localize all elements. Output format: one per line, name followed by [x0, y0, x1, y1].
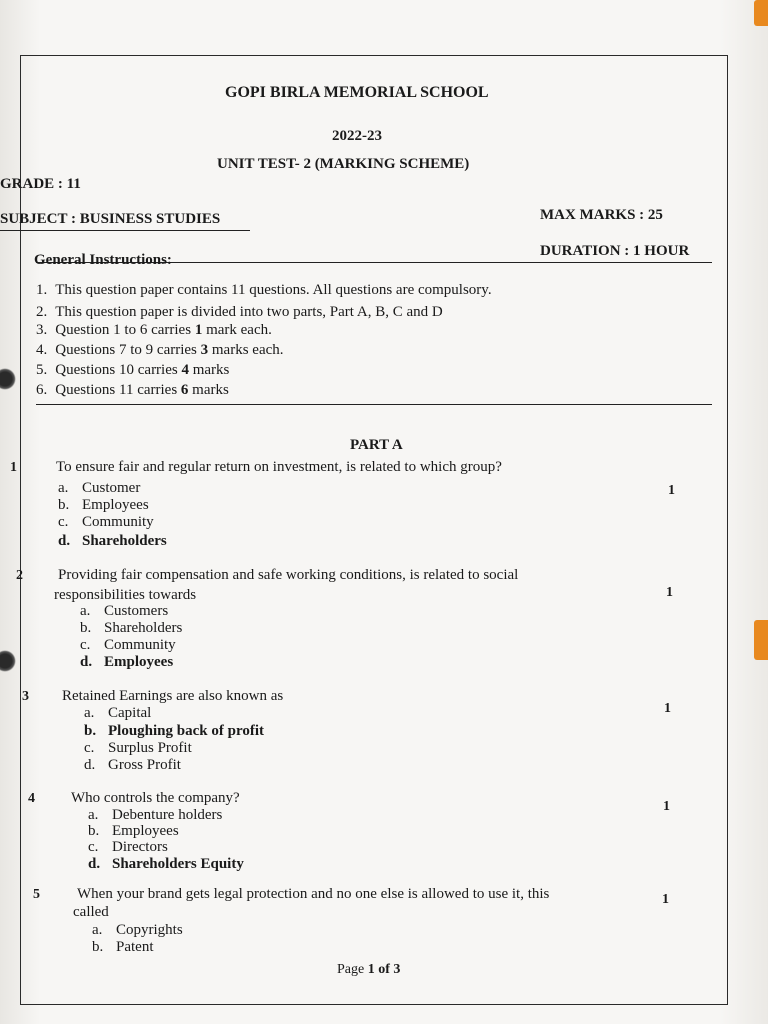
- question-number: 5: [33, 887, 40, 902]
- option-letter: a.: [58, 480, 69, 496]
- instruction-text: Question 1 to 6 carries: [55, 322, 195, 338]
- instruction-item: [36, 362, 229, 379]
- correct-answer: Employees: [104, 654, 174, 670]
- correct-answer: Shareholders: [82, 533, 167, 549]
- instruction-number: 6.: [36, 382, 48, 398]
- instruction-item: [36, 282, 492, 299]
- question-text: To ensure fair and regular return on investment, is related to which group?: [56, 459, 502, 475]
- instruction-text: marks each.: [208, 342, 284, 358]
- instruction-marks: 1: [194, 322, 203, 338]
- instruction-number: 4.: [36, 342, 48, 358]
- question-marks: 1: [663, 799, 670, 814]
- option-letter: c.: [58, 514, 69, 530]
- instruction-item: [36, 342, 284, 359]
- subject-underline: [0, 230, 250, 231]
- orange-tab-marker: [754, 620, 768, 660]
- option-text: Shareholders: [104, 620, 183, 636]
- option-letter: b.: [84, 723, 97, 739]
- subject-label: SUBJECT : BUSINESS STUDIES: [0, 211, 221, 227]
- option-letter: b.: [92, 939, 104, 955]
- orange-tab-marker: [754, 0, 768, 26]
- instruction-item: [36, 322, 272, 339]
- max-marks-label: MAX MARKS : 25: [540, 207, 663, 223]
- question-text: When your brand gets legal protection and no one else is allowed to use it, this: [77, 886, 550, 902]
- question-text-continued: responsibilities towards: [54, 587, 197, 603]
- instruction-number: 5.: [36, 362, 48, 378]
- exam-title: UNIT TEST- 2 (MARKING SCHEME): [217, 156, 470, 172]
- instruction-number: 3.: [36, 322, 48, 338]
- instruction-text: Questions 7 to 9 carries: [55, 342, 201, 358]
- question-text: Retained Earnings are also known as: [62, 688, 284, 704]
- duration-label: DURATION : 1 HOUR: [540, 243, 690, 259]
- question-marks: 1: [668, 483, 675, 498]
- option-text: Gross Profit: [108, 757, 181, 773]
- question-marks: 1: [664, 701, 671, 716]
- option-text: Community: [82, 514, 154, 530]
- instruction-marks: 6: [180, 382, 189, 398]
- option-letter: d.: [88, 856, 101, 872]
- correct-answer: Ploughing back of profit: [108, 723, 264, 739]
- instruction-text: marks: [188, 382, 229, 398]
- option-text: Community: [104, 637, 176, 653]
- option-text: Patent: [116, 939, 154, 955]
- instruction-marks: 4: [181, 362, 189, 378]
- question-text-continued: called: [73, 904, 109, 920]
- part-a-heading: PART A: [350, 437, 403, 453]
- option-text: Employees: [82, 497, 149, 513]
- question-number: 1: [10, 460, 17, 475]
- option-letter: a.: [88, 807, 99, 823]
- option-letter: b.: [58, 497, 70, 513]
- school-name: GOPI BIRLA MEMORIAL SCHOOL: [225, 84, 489, 101]
- question-text: Who controls the company?: [71, 790, 240, 806]
- option-text: Surplus Profit: [108, 740, 192, 756]
- option-text: Customer: [82, 480, 141, 496]
- option-letter: d.: [84, 757, 96, 773]
- option-text: Copyrights: [116, 922, 183, 938]
- option-letter: c.: [80, 637, 91, 653]
- grade-label: GRADE : 11: [0, 176, 81, 192]
- option-text: Customers: [104, 603, 169, 619]
- instruction-text: marks: [188, 362, 230, 378]
- option-letter: a.: [84, 705, 95, 721]
- option-letter: c.: [88, 839, 99, 855]
- question-number: 3: [22, 689, 29, 704]
- instruction-text: Questions 11 carries: [55, 382, 181, 398]
- option-text: Debenture holders: [112, 807, 223, 823]
- instruction-marks: 3: [200, 342, 209, 358]
- instruction-text: Questions 10 carries: [55, 362, 182, 378]
- question-marks: 1: [662, 892, 669, 907]
- option-letter: b.: [80, 620, 92, 636]
- option-letter: a.: [92, 922, 103, 938]
- option-text: Capital: [108, 705, 152, 721]
- option-letter: a.: [80, 603, 91, 619]
- instructions-divider: [36, 404, 712, 405]
- question-number: 2: [16, 568, 23, 583]
- instruction-number: 2.: [36, 304, 48, 320]
- page-footer: Page 1 of 3: [337, 962, 401, 977]
- option-letter: d.: [80, 654, 93, 670]
- option-text: Employees: [112, 823, 179, 839]
- option-letter: d.: [58, 533, 71, 549]
- instruction-number: 1.: [36, 282, 48, 298]
- option-letter: b.: [88, 823, 100, 839]
- academic-year: 2022-23: [332, 128, 382, 144]
- instruction-text: This question paper contains 11 questions. All questions are compulsory.: [55, 282, 492, 298]
- option-letter: c.: [84, 740, 95, 756]
- instruction-text: This question paper is divided into two parts, Part A, B, C and D: [55, 304, 443, 320]
- correct-answer: Shareholders Equity: [112, 856, 244, 872]
- question-text: Providing fair compensation and safe working conditions, is related to social: [58, 567, 519, 583]
- instruction-text: mark each.: [202, 322, 272, 338]
- instructions-title: General Instructions:: [34, 252, 172, 268]
- option-text: Directors: [112, 839, 168, 855]
- question-number: 4: [28, 791, 35, 806]
- question-marks: 1: [666, 585, 673, 600]
- instruction-item: [36, 382, 229, 399]
- instruction-item: [36, 304, 443, 321]
